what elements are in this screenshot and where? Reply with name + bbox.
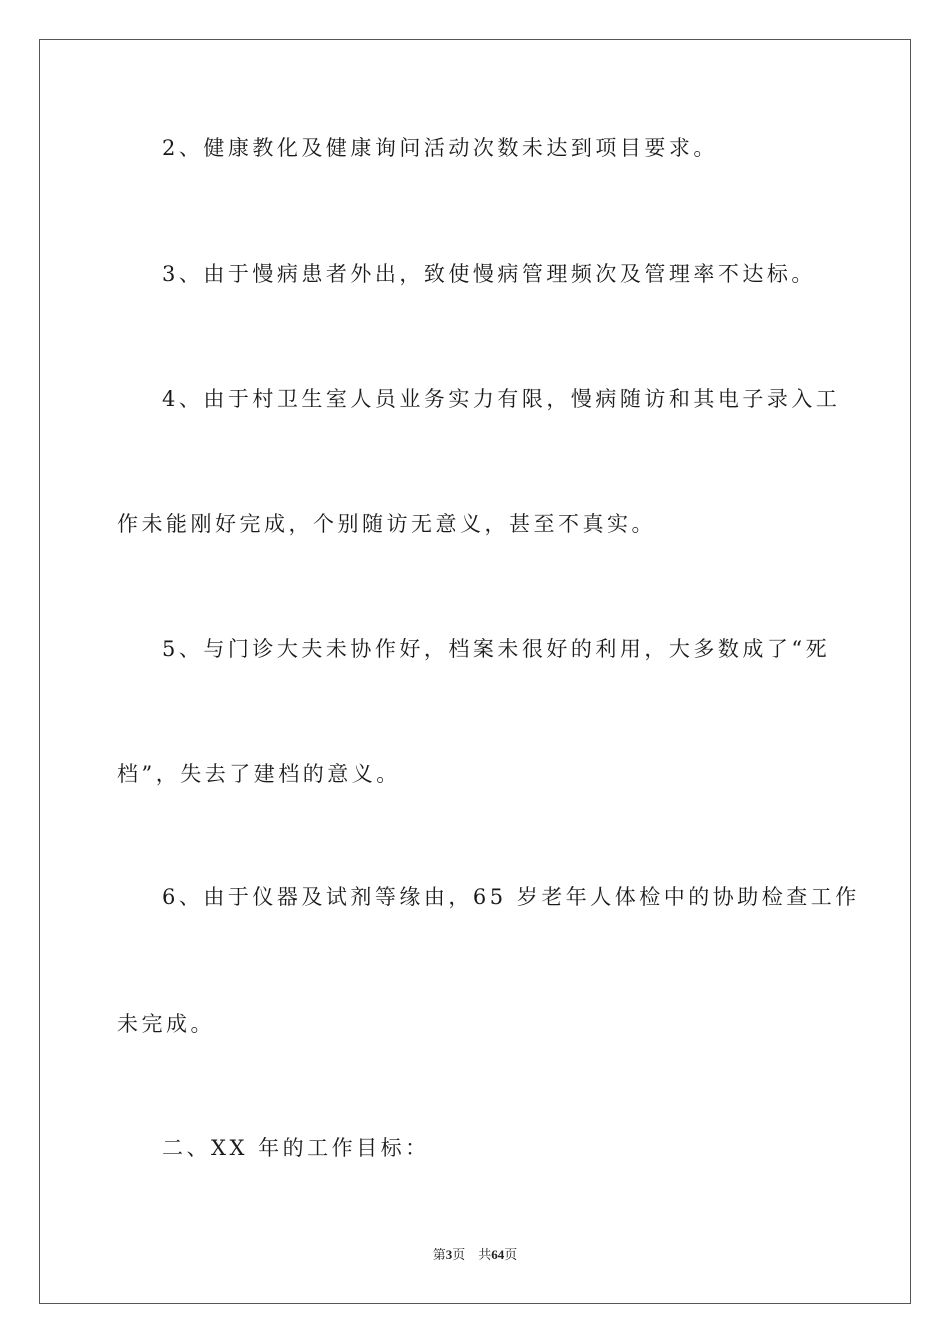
page-label-prefix: 第 — [432, 1247, 446, 1262]
paragraph-item-4-line-1: 4、由于村卫生室人员业务实力有限，慢病随访和其电子录入工 — [162, 387, 841, 411]
paragraph-item-6-line-2: 未完成。 — [117, 1012, 215, 1036]
page-number: 3 — [445, 1247, 453, 1262]
total-label-prefix: 共 — [478, 1247, 492, 1262]
page-label-suffix: 页 — [452, 1247, 466, 1262]
section-heading: 二、XX 年的工作目标： — [162, 1136, 430, 1160]
total-label-suffix: 页 — [504, 1247, 518, 1262]
paragraph-item-3: 3、由于慢病患者外出，致使慢病管理频次及管理率不达标。 — [162, 262, 816, 286]
paragraph-item-6-line-1: 6、由于仪器及试剂等缘由，65 岁老年人体检中的协助检查工作 — [162, 885, 860, 909]
page-footer — [0, 1246, 950, 1264]
paragraph-item-2: 2、健康教化及健康询问活动次数未达到项目要求。 — [162, 136, 718, 160]
paragraph-item-5-line-1: 5、与门诊大夫未协作好，档案未很好的利用，大多数成了“死 — [162, 637, 831, 661]
paragraph-item-4-line-2: 作未能刚好完成，个别随访无意义，甚至不真实。 — [117, 512, 656, 536]
paragraph-item-5-line-2: 档”，失去了建档的意义。 — [117, 762, 401, 786]
total-pages: 64 — [491, 1247, 505, 1262]
page-border — [39, 39, 911, 1304]
